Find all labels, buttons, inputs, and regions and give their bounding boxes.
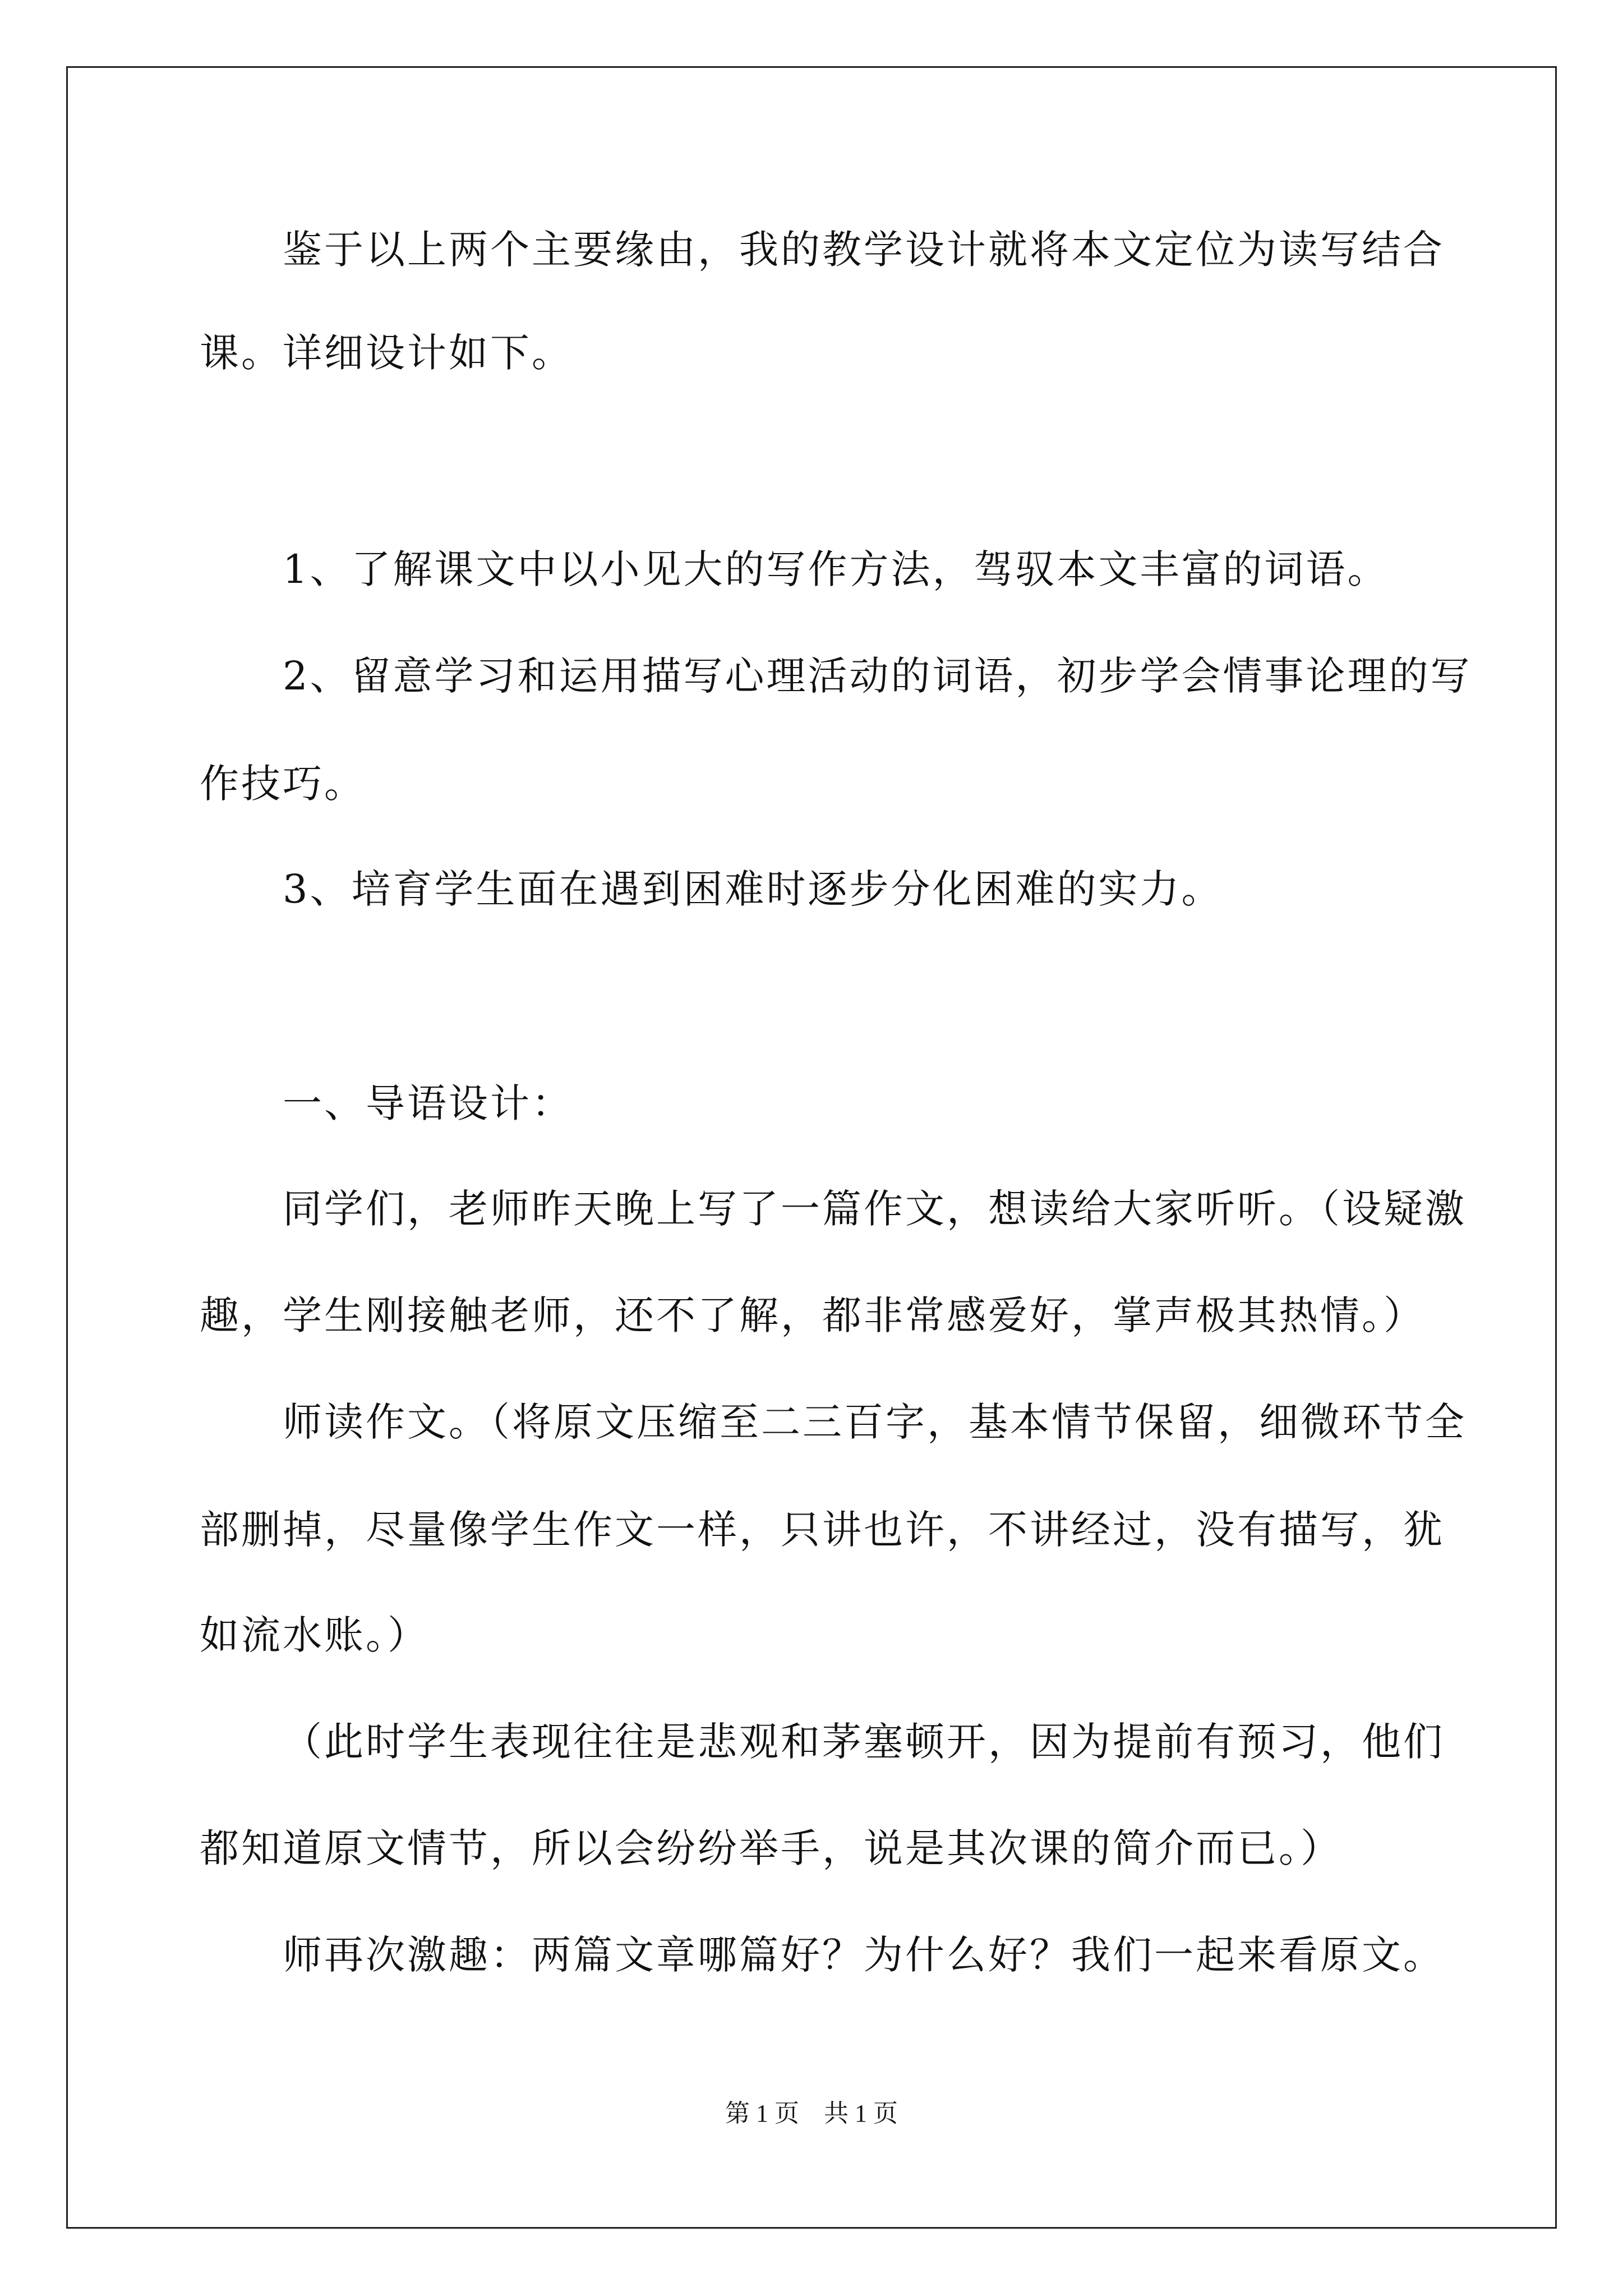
- paragraph-line-2: 课。详细设计如下。: [200, 330, 573, 376]
- question-paragraph: 师再次激趣：两篇文章哪篇好？为什么好？我们一起来看原文。: [283, 1932, 1445, 1978]
- page-border: [66, 66, 1557, 2229]
- section-heading-intro: 一、导语设计：: [283, 1080, 573, 1126]
- objective-1: 1、了解课文中以小见大的写作方法，驾驭本文丰富的词语。: [283, 546, 1389, 592]
- note-paragraph-line-2: 都知道原文情节，所以会纷纷举手，说是其次课的简介而已。）: [200, 1825, 1342, 1871]
- paragraph-line-1: 鉴于以上两个主要缘由，我的教学设计就将本文定位为读写结合: [283, 227, 1445, 273]
- reading-paragraph-line-2: 部删掉，尽量像学生作文一样，只讲也许，不讲经过，没有描写，犹: [200, 1507, 1445, 1553]
- note-paragraph-line-1: （此时学生表现往往是悲观和茅塞顿开，因为提前有预习，他们: [283, 1719, 1445, 1765]
- intro-paragraph-line-2: 趣，学生刚接触老师，还不了解，都非常感爱好，掌声极其热情。）: [200, 1292, 1425, 1338]
- objective-2-continued: 作技巧。: [200, 761, 366, 807]
- intro-paragraph-line-1: 同学们，老师昨天晚上写了一篇作文，想读给大家听听。（设疑激: [283, 1186, 1467, 1232]
- objective-2: 2、留意学习和运用描写心理活动的词语，初步学会情事论理的写: [283, 653, 1472, 699]
- reading-paragraph-line-3: 如流水账。）: [200, 1612, 429, 1658]
- page-number-footer: 第 1 页 共 1 页: [725, 2100, 898, 2127]
- reading-paragraph-line-1: 师读作文。（将原文压缩至二三百字，基本情节保留，细微环节全: [283, 1399, 1467, 1445]
- objective-3: 3、培育学生面在遇到困难时逐步分化困难的实力。: [283, 866, 1223, 912]
